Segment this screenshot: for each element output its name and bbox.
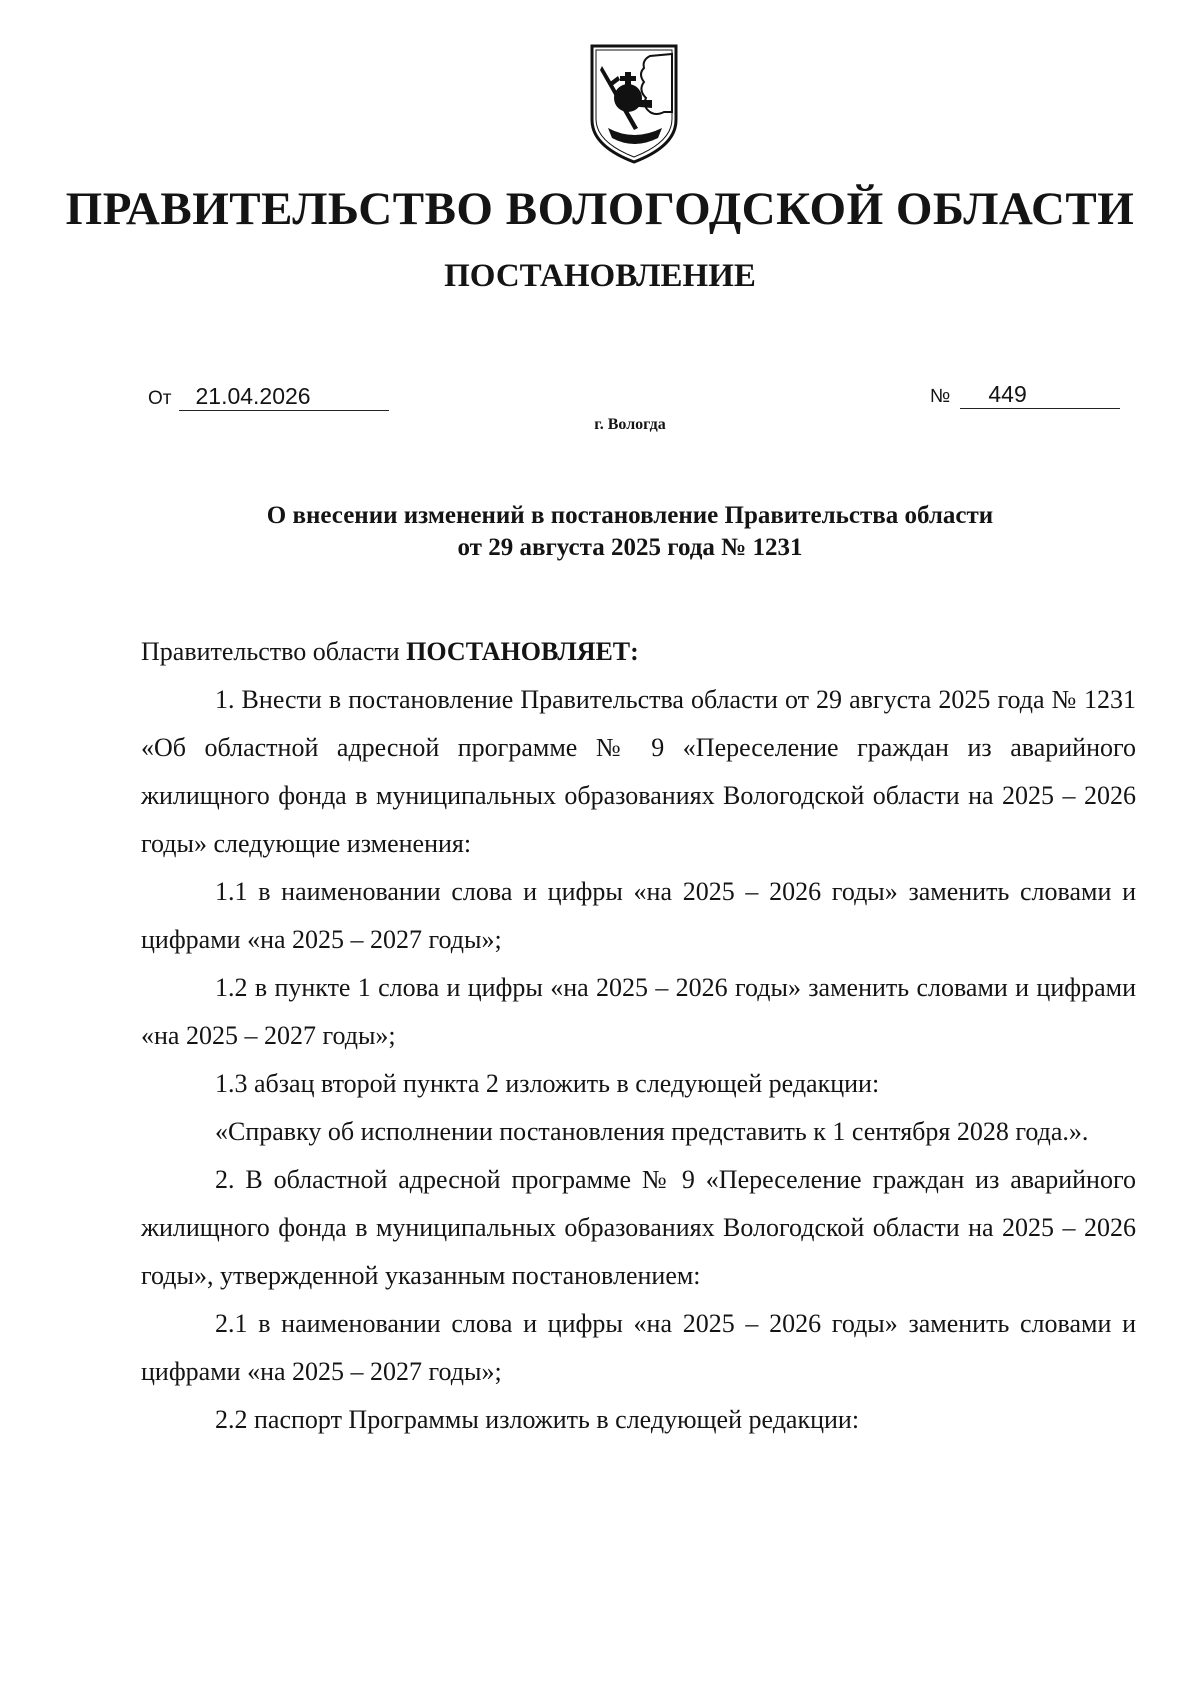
intro-prefix: Правительство области <box>141 637 407 666</box>
document-date <box>148 382 389 411</box>
resolution-intro <box>141 628 1136 676</box>
paragraph-1-2: 1.2 в пункте 1 слова и цифры «на 2025 – 2026 годы» заменить словами и цифрами «на 2025 – 2027 годы»; <box>141 973 1136 1050</box>
organization-title: ПРАВИТЕЛЬСТВО ВОЛОГОДСКОЙ ОБЛАСТИ <box>65 183 1135 235</box>
city-name: г. Вологда <box>594 416 666 433</box>
date-value: 21.04.2026 <box>179 382 389 411</box>
vologda-coat-of-arms-icon <box>588 42 680 166</box>
date-label: От <box>148 388 172 409</box>
paragraph-1-3: 1.3 абзац второй пункта 2 изложить в следующей редакции: <box>215 1069 880 1098</box>
subject-line-1: О внесении изменений в постановление Правительства области <box>266 502 994 529</box>
paragraph-1: 1. Внести в постановление Правительства области от 29 августа 2025 года № 1231 «Об областной адресной программе № 9 «Переселение граждан из аварийного жилищного фонда в муниципальных образованиях Вологодской области на 2025 – 2026 годы» следующие изменения: <box>141 685 1136 858</box>
document-body <box>141 628 1136 1444</box>
intro-keyword: ПОСТАНОВЛЯЕТ: <box>406 637 639 666</box>
paragraph-2-2: 2.2 паспорт Программы изложить в следующей редакции: <box>215 1405 860 1434</box>
number-value: 449 <box>960 380 1120 409</box>
paragraph-2: 2. В областной адресной программе № 9 «Переселение граждан из аварийного жилищного фонда в муниципальных образованиях Вологодской области на 2025 – 2026 годы», утвержденной указанным постановлением: <box>141 1165 1136 1290</box>
paragraph-2-1: 2.1 в наименовании слова и цифры «на 2025 – 2026 годы» заменить словами и цифрами «на 2025 – 2027 годы»; <box>141 1309 1136 1386</box>
subject-line-2: от 29 августа 2025 года № 1231 <box>457 534 803 561</box>
document-subject <box>0 500 1200 564</box>
number-label: № <box>930 386 951 407</box>
document-type-heading: ПОСТАНОВЛЕНИЕ <box>444 258 756 294</box>
paragraph-1-1: 1.1 в наименовании слова и цифры «на 2025 – 2026 годы» заменить словами и цифрами «на 2025 – 2027 годы»; <box>141 877 1136 954</box>
paragraph-1-3-quote: «Справку об исполнении постановления представить к 1 сентября 2028 года.». <box>215 1117 1089 1146</box>
document-number <box>930 380 1120 409</box>
